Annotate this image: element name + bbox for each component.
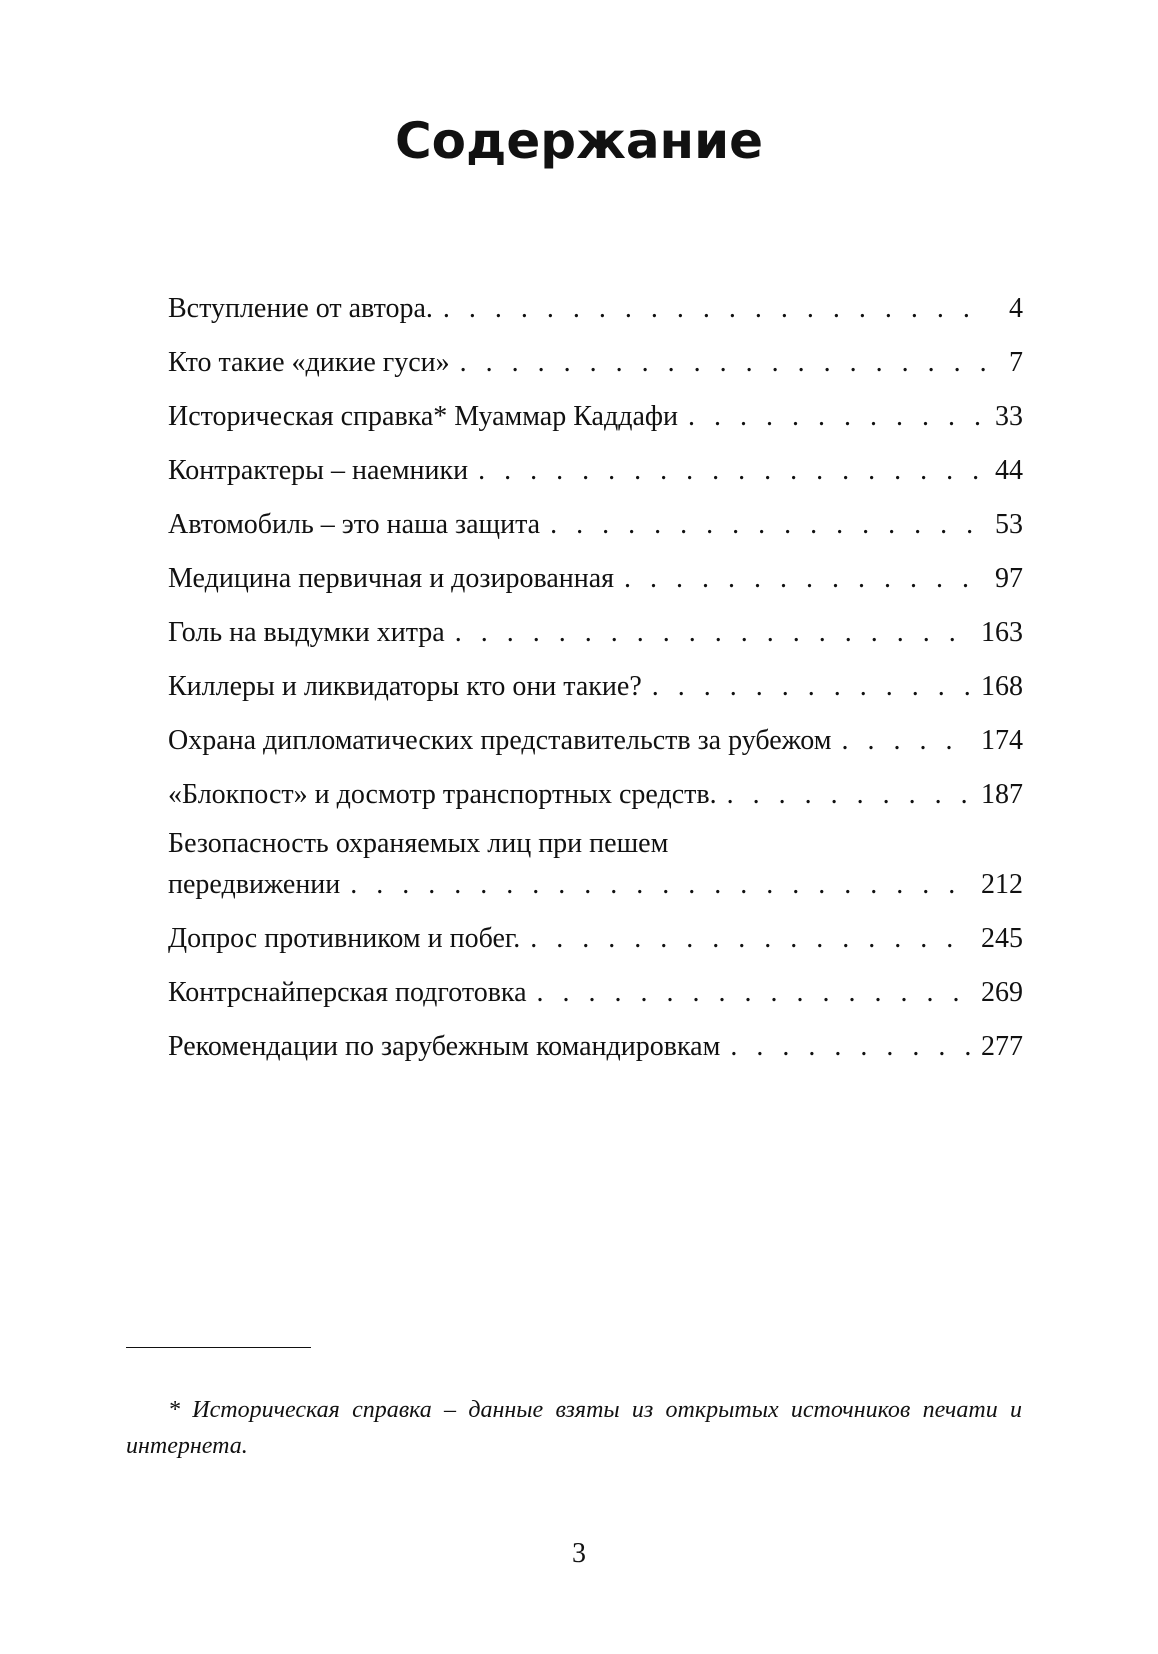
- toc-entry-label: Рекомендации по зарубежным командировкам: [168, 1031, 721, 1062]
- toc-entry-page: 174: [981, 725, 1023, 756]
- toc-entry-page: 53: [995, 509, 1023, 540]
- dot-leader: [624, 552, 985, 606]
- table-of-contents: [168, 282, 1023, 1074]
- toc-entry-page: 168: [981, 671, 1023, 702]
- dot-leader: [530, 912, 971, 966]
- toc-entry-label: Кто такие «дикие гуси»: [168, 347, 450, 378]
- toc-entry-page: 33: [995, 401, 1023, 432]
- toc-entry-label: Голь на выдумки хитра: [168, 617, 445, 648]
- dot-leader: [350, 858, 971, 912]
- toc-entry-page: 97: [995, 563, 1023, 594]
- toc-entry[interactable]: [168, 966, 1023, 1020]
- toc-entry-label: Контрснайперская подготовка: [168, 977, 527, 1008]
- dot-leader: [652, 660, 971, 714]
- footnote-separator: [126, 1347, 311, 1348]
- toc-entry[interactable]: [168, 336, 1023, 390]
- dot-leader: [443, 282, 985, 336]
- page-title: Содержание: [394, 112, 764, 170]
- toc-entry-page: 245: [981, 923, 1023, 954]
- toc-entry-label: Охрана дипломатических представительств за рубежом: [168, 725, 832, 756]
- toc-entry-page: 277: [981, 1031, 1023, 1062]
- toc-entry-page: 7: [1009, 347, 1023, 378]
- toc-entry[interactable]: [168, 552, 1023, 606]
- dot-leader: [842, 714, 972, 768]
- toc-entry-page: 44: [995, 455, 1023, 486]
- dot-leader: [730, 1020, 971, 1074]
- page-number: 3: [572, 1538, 586, 1569]
- toc-entry[interactable]: [168, 444, 1023, 498]
- toc-entry-label: Автомобиль – это наша защита: [168, 509, 541, 540]
- toc-entry-label: Медицина первичная и дозированная: [168, 563, 615, 594]
- dot-leader: [537, 966, 971, 1020]
- toc-entry-page: 163: [981, 617, 1023, 648]
- toc-entry[interactable]: [168, 660, 1023, 714]
- toc-entry[interactable]: [168, 768, 1023, 822]
- dot-leader: [688, 390, 985, 444]
- toc-entry-label-line1: Безопасность охраняемых лиц при пешем: [168, 828, 669, 859]
- toc-entry-label: Допрос противником и побег.: [168, 923, 521, 954]
- toc-entry-label-line2: передвижении: [168, 869, 341, 900]
- toc-entry-page: 269: [981, 977, 1023, 1008]
- dot-leader: [455, 606, 971, 660]
- dot-leader: [478, 444, 985, 498]
- dot-leader: [727, 768, 971, 822]
- toc-entry-page: 187: [981, 779, 1023, 810]
- dot-leader: [550, 498, 985, 552]
- toc-entry[interactable]: [168, 912, 1023, 966]
- toc-entry[interactable]: [168, 1020, 1023, 1074]
- toc-entry[interactable]: [168, 822, 1023, 912]
- toc-entry[interactable]: [168, 282, 1023, 336]
- toc-entry[interactable]: [168, 390, 1023, 444]
- dot-leader: [460, 336, 985, 390]
- toc-entry-page: 4: [1009, 293, 1023, 324]
- toc-entry[interactable]: [168, 714, 1023, 768]
- toc-entry[interactable]: [168, 498, 1023, 552]
- toc-entry[interactable]: [168, 606, 1023, 660]
- toc-entry-label: «Блокпост» и досмотр транспортных средств.: [168, 779, 717, 810]
- toc-entry-label: Вступление от автора.: [168, 293, 433, 324]
- toc-entry-label: Контрактеры – наемники: [168, 455, 469, 486]
- toc-entry-label: Историческая справка* Муаммар Каддафи: [168, 401, 679, 432]
- footnote: * Историческая справка – данные взяты из открытых источников печати и интернета.: [126, 1397, 1022, 1459]
- toc-entry-label: Киллеры и ликвидаторы кто они такие?: [168, 671, 642, 702]
- toc-entry-page: 212: [981, 869, 1023, 900]
